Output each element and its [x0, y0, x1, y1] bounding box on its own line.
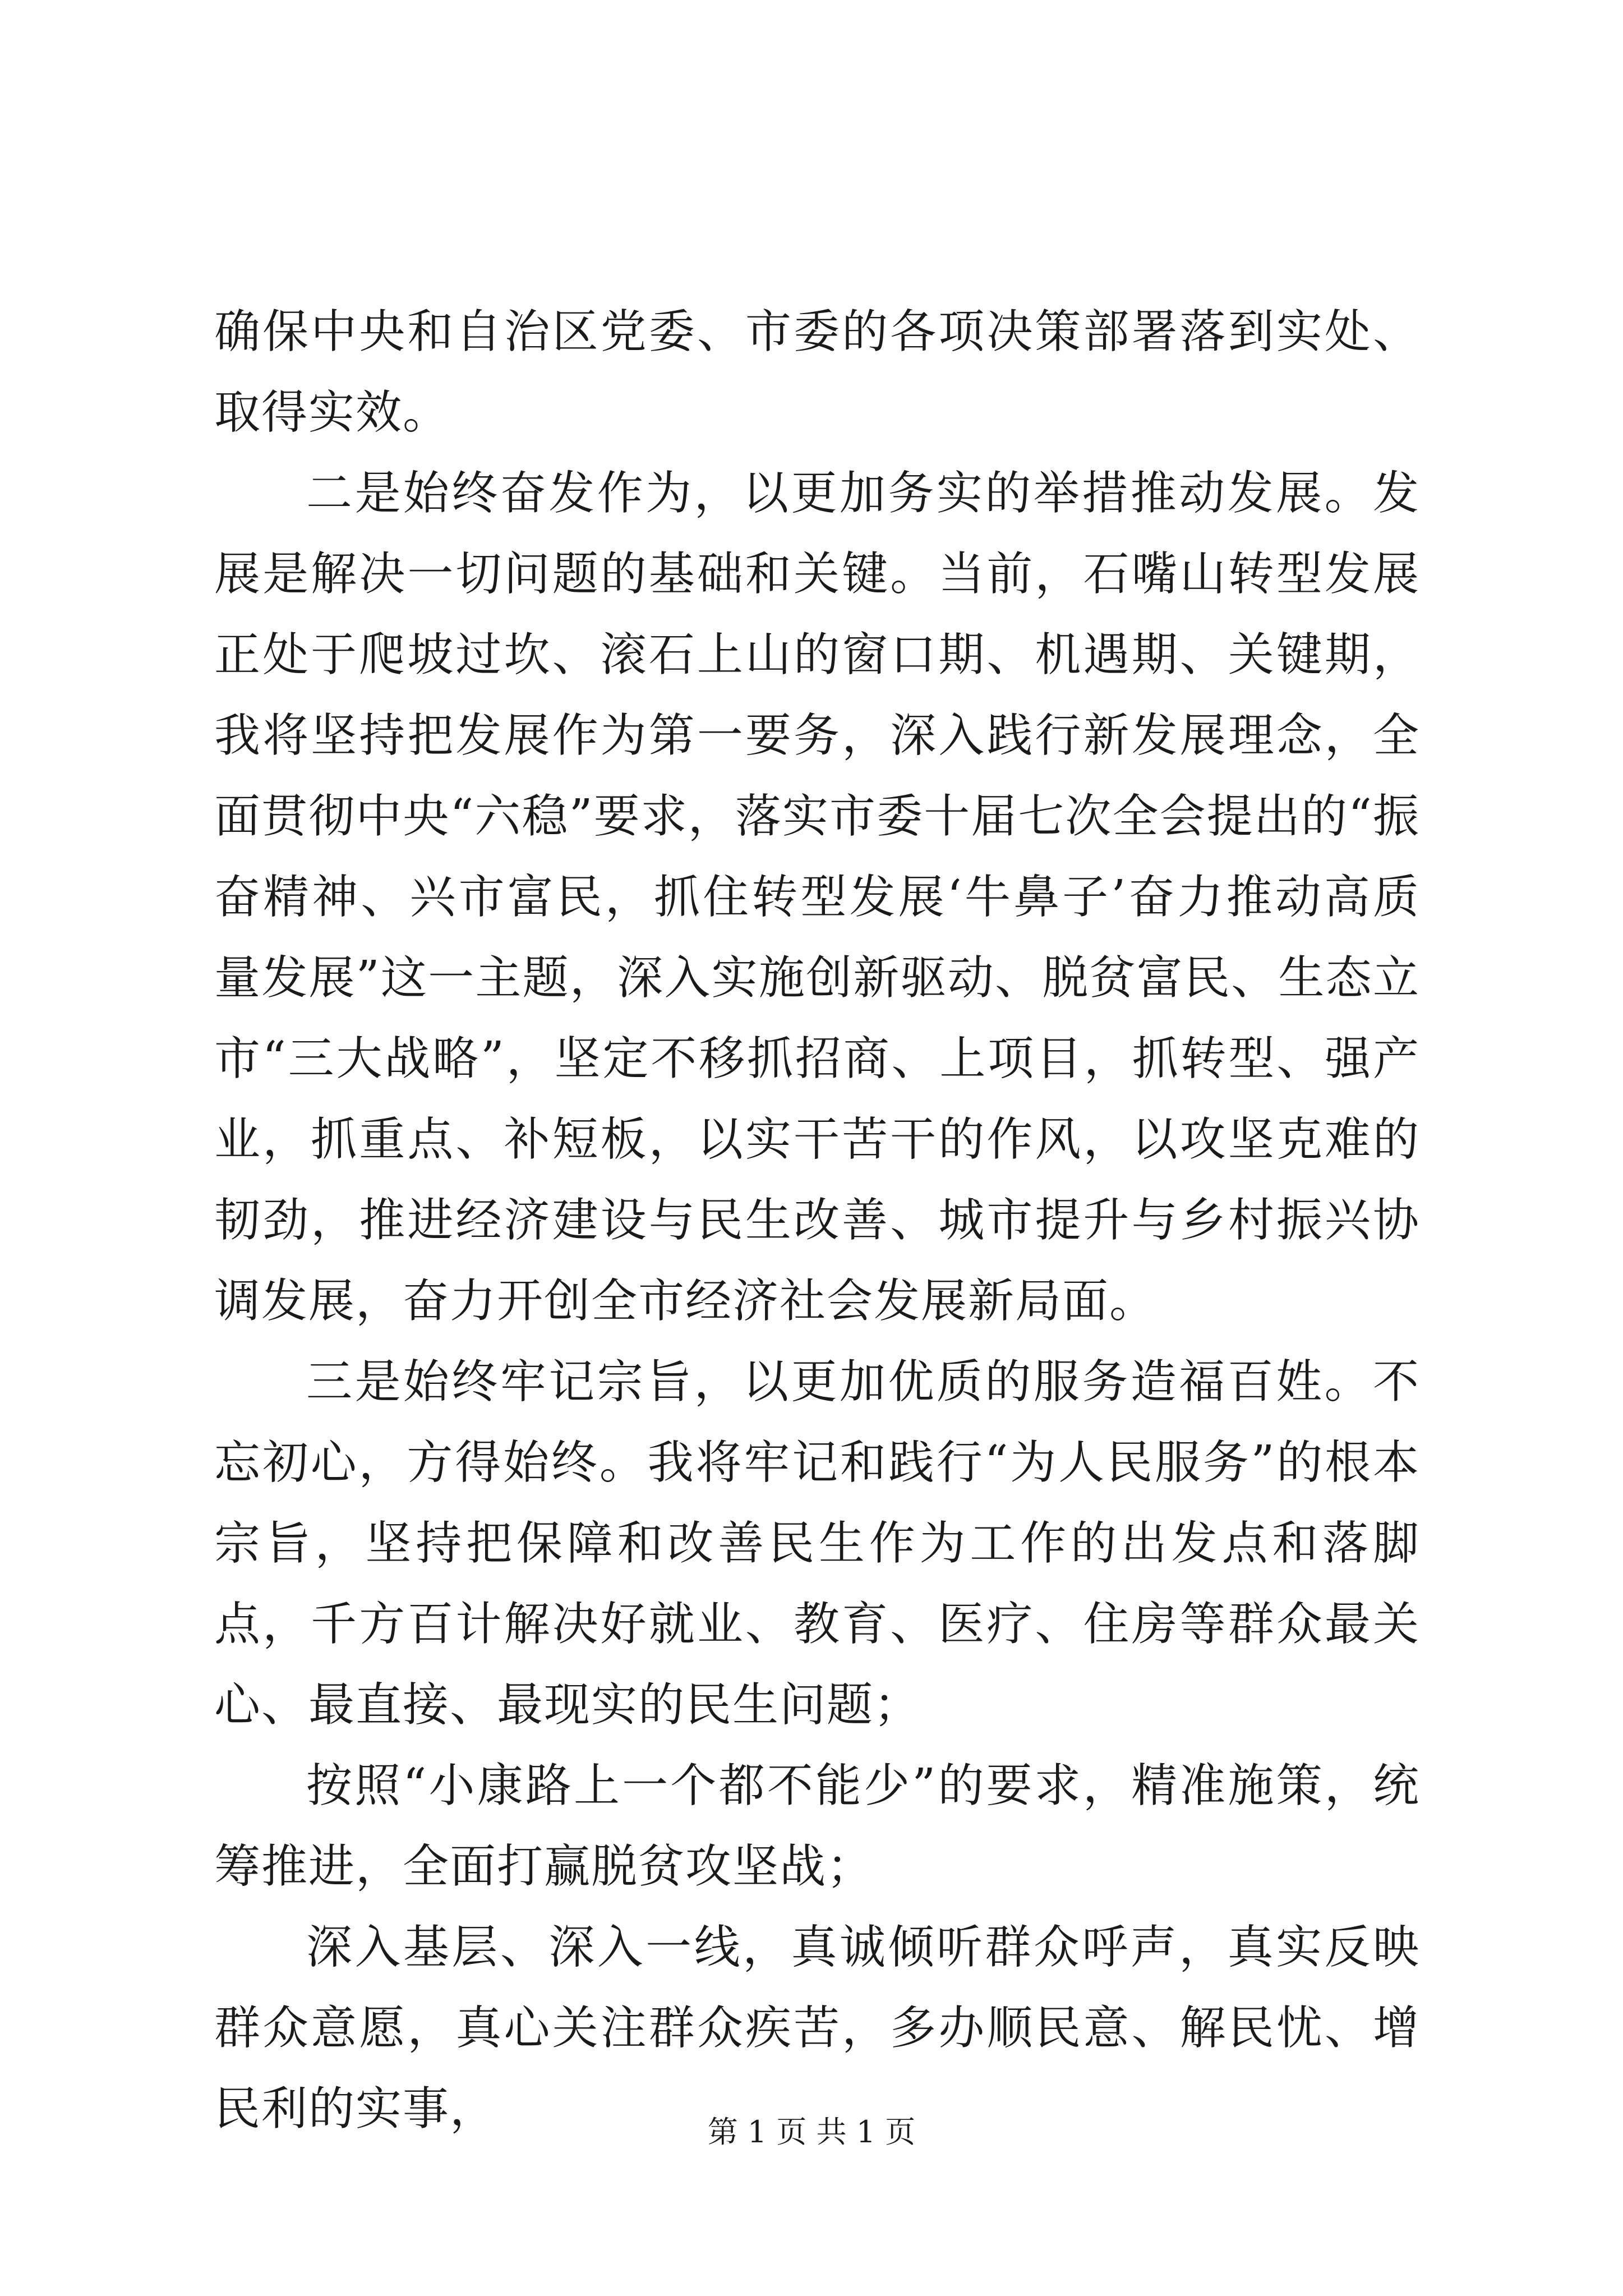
paragraph-4: 按照“小康路上一个都不能少”的要求，精准施策，统筹推进，全面打赢脱贫攻坚战； — [214, 1759, 1420, 1893]
paragraph-1: 确保中央和自治区党委、市委的各项决策部署落到实处、取得实效。 — [214, 305, 1420, 439]
paragraph-3: 三是始终牢记宗旨，以更加优质的服务造福百姓。不忘初心，方得始终。我将牢记和践行“为人民服务”的根本宗旨，坚持把保障和改善民生作为工作的出发点和落脚点，千方百计解决好就业、教育、医疗、住房等群众最关心、最直接、最现实的民生问题； — [214, 1355, 1420, 1732]
paragraph-5: 深入基层、深入一线，真诚倾听群众呼声，真实反映群众意愿，真心关注群众疾苦，多办顺民意、解民忧、增民利的实事， — [214, 1921, 1420, 2136]
paragraph-2: 二是始终奋发作为，以更加务实的举措推动发展。发展是解决一切问题的基础和关键。当前，石嘴山转型发展正处于爬坡过坎、滚石上山的窗口期、机遇期、关键期，我将坚持把发展作为第一要务，深入践行新发展理念，全面贯彻中央“六稳”要求，落实市委十届七次全会提出的“振奋精神、兴市富民，抓住转型发展‘牛鼻子’奋力推动高质量发展”这一主题，深入实施创新驱动、脱贫富民、生态立市“三大战略”，坚定不移抓招商、上项目，抓转型、强产业，抓重点、补短板，以实干苦干的作风，以攻坚克难的韧劲，推进经济建设与民生改善、城市提升与乡村振兴协调发展，奋力开创全市经济社会发展新局面。 — [214, 467, 1420, 1328]
document-body — [214, 292, 1420, 2150]
page-footer: 第 1 页 共 1 页 — [707, 2114, 916, 2150]
